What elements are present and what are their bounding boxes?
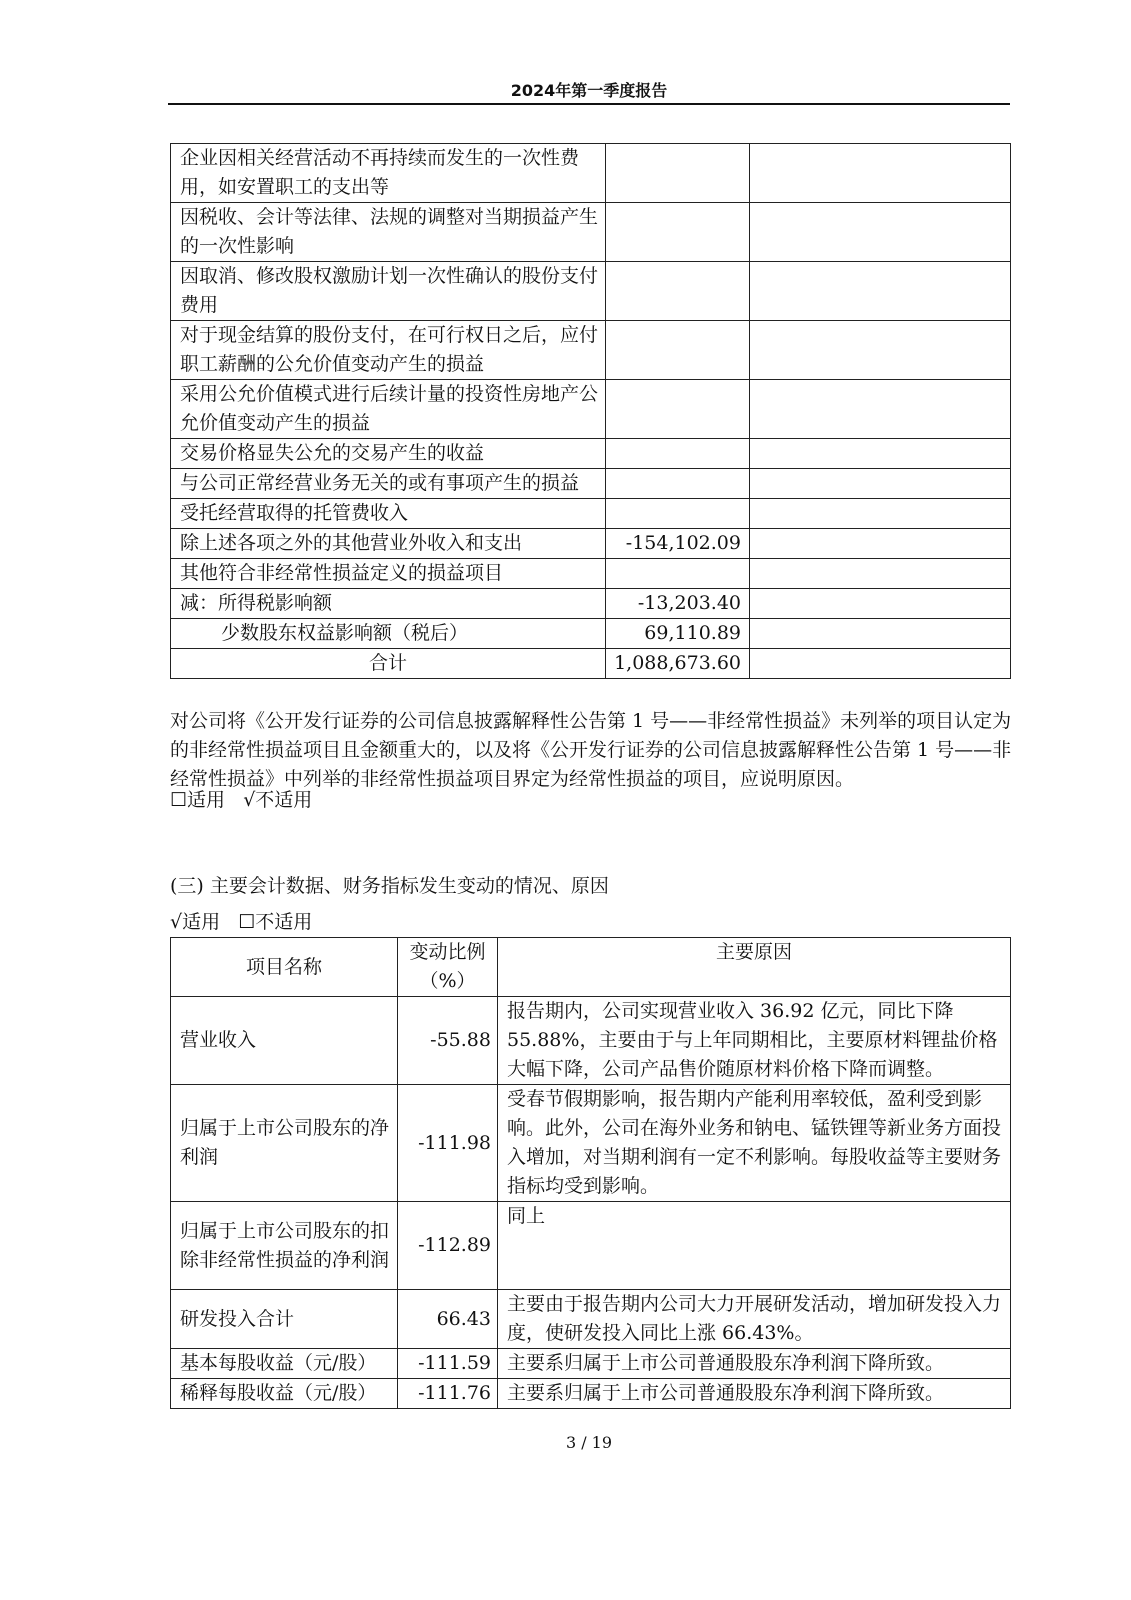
item-cell: 少数股东权益影响额（税后）	[171, 619, 606, 649]
nonrecurring-gains-table	[170, 143, 1011, 679]
table-row	[171, 203, 1011, 262]
header-divider	[168, 103, 1010, 105]
reason-cell: 受春节假期影响，报告期内产能利用率较低，盈利受到影响。此外，公司在海外业务和钠电、锰铁锂等新业务方面投入增加，对当期利润有一定不利影响。每股收益等主要财务指标均受到影响。	[498, 1085, 1011, 1202]
table-row	[171, 499, 1011, 529]
not-applicable-label: 不适用	[255, 911, 313, 933]
amount-cell	[606, 559, 750, 589]
change-cell: -111.98	[398, 1085, 498, 1202]
table-row	[171, 1202, 1011, 1290]
note-cell	[750, 589, 1011, 619]
table-row	[171, 380, 1011, 439]
note-cell	[750, 203, 1011, 262]
table-row	[171, 262, 1011, 321]
item-cell: 归属于上市公司股东的扣除非经常性损益的净利润	[171, 1202, 398, 1290]
note-cell	[750, 619, 1011, 649]
amount-cell: -13,203.40	[606, 589, 750, 619]
item-cell: 基本每股收益（元/股）	[171, 1349, 398, 1379]
change-cell: -111.59	[398, 1349, 498, 1379]
change-cell: -112.89	[398, 1202, 498, 1290]
note-cell	[750, 469, 1011, 499]
note-cell	[750, 144, 1011, 203]
note-cell	[750, 439, 1011, 469]
reason-cell: 主要系归属于上市公司普通股股东净利润下降所致。	[498, 1379, 1011, 1409]
table-row	[171, 1379, 1011, 1409]
item-cell: 与公司正常经营业务无关的或有事项产生的损益	[171, 469, 606, 499]
not-applicable-label: 不适用	[255, 789, 313, 811]
reason-cell: 主要系归属于上市公司普通股股东净利润下降所致。	[498, 1349, 1011, 1379]
reason-cell: 主要由于报告期内公司大力开展研发活动，增加研发投入力度，使研发投入同比上涨 66.43%。	[498, 1290, 1011, 1349]
note-cell	[750, 499, 1011, 529]
table-row	[171, 321, 1011, 380]
amount-cell	[606, 144, 750, 203]
header-row	[171, 938, 1011, 997]
amount-cell	[606, 321, 750, 380]
item-cell: 企业因相关经营活动不再持续而发生的一次性费用，如安置职工的支出等	[171, 144, 606, 203]
page-number: 3 / 19	[565, 1433, 613, 1452]
key-indicator-changes-table	[170, 937, 1011, 1409]
applicable-label: 适用	[182, 911, 221, 933]
table-row	[171, 1085, 1011, 1202]
note-paragraph: 对公司将《公开发行证券的公司信息披露解释性公告第 1 号——非经常性损益》未列举的项目认定为的非经常性损益项目且金额重大的，以及将《公开发行证券的公司信息披露解释性公告第 1 号——非经常性损益》中列举的非经常性损益项目界定为经常性损益的项目，应说明原因。	[170, 710, 1012, 790]
item-cell: 对于现金结算的股份支付，在可行权日之后，应付职工薪酬的公允价值变动产生的损益	[171, 321, 606, 380]
note-cell	[750, 529, 1011, 559]
checkbox-icon: ☐	[238, 911, 256, 933]
checkmark-icon: √	[170, 911, 183, 933]
applicability-options-2	[170, 908, 312, 937]
header-item: 项目名称	[171, 938, 398, 997]
disclosure-note	[170, 707, 1020, 794]
table-row	[171, 997, 1011, 1085]
table-row	[171, 589, 1011, 619]
table-row	[171, 619, 1011, 649]
table-row	[171, 144, 1011, 203]
item-cell: 减：所得税影响额	[171, 589, 606, 619]
amount-cell	[606, 262, 750, 321]
note-cell	[750, 559, 1011, 589]
section-heading: (三) 主要会计数据、财务指标发生变动的情况、原因	[170, 875, 609, 897]
total-row	[171, 649, 1011, 679]
applicable-label: 适用	[187, 789, 226, 811]
amount-cell: 69,110.89	[606, 619, 750, 649]
header-reason: 主要原因	[498, 938, 1011, 997]
item-cell: 受托经营取得的托管费收入	[171, 499, 606, 529]
amount-cell	[606, 499, 750, 529]
total-label: 合计	[171, 649, 606, 679]
header-change	[398, 938, 498, 997]
item-cell: 交易价格显失公允的交易产生的收益	[171, 439, 606, 469]
note-cell	[750, 380, 1011, 439]
item-cell: 因取消、修改股权激励计划一次性确认的股份支付费用	[171, 262, 606, 321]
change-cell: -55.88	[398, 997, 498, 1085]
table-row	[171, 559, 1011, 589]
note-cell	[750, 649, 1011, 679]
checkmark-icon: √	[243, 789, 256, 811]
item-cell: 归属于上市公司股东的净利润	[171, 1085, 398, 1202]
reason-cell: 报告期内，公司实现营业收入 36.92 亿元，同比下降 55.88%，主要由于与上年同期相比，主要原材料锂盐价格大幅下降，公司产品售价随原材料价格下降而调整。	[498, 997, 1011, 1085]
table-row	[171, 1290, 1011, 1349]
note-cell	[750, 321, 1011, 380]
applicability-options-1	[170, 786, 312, 815]
total-amount: 1,088,673.60	[606, 649, 750, 679]
item-cell: 采用公允价值模式进行后续计量的投资性房地产公允价值变动产生的损益	[171, 380, 606, 439]
header-change-line1: 变动比例	[409, 941, 486, 963]
item-cell: 营业收入	[171, 997, 398, 1085]
header-change-line2: （%）	[419, 970, 476, 992]
report-title: 2024年第一季度报告	[510, 81, 668, 100]
item-cell: 除上述各项之外的其他营业外收入和支出	[171, 529, 606, 559]
amount-cell	[606, 469, 750, 499]
reason-cell: 同上	[498, 1202, 1011, 1290]
amount-cell	[606, 439, 750, 469]
item-cell: 研发投入合计	[171, 1290, 398, 1349]
checkbox-icon: ☐	[170, 789, 188, 811]
change-cell: 66.43	[398, 1290, 498, 1349]
table-row	[171, 439, 1011, 469]
amount-cell: -154,102.09	[606, 529, 750, 559]
amount-cell	[606, 203, 750, 262]
table-row	[171, 1349, 1011, 1379]
item-cell: 其他符合非经常性损益定义的损益项目	[171, 559, 606, 589]
item-cell: 因税收、会计等法律、法规的调整对当期损益产生的一次性影响	[171, 203, 606, 262]
change-cell: -111.76	[398, 1379, 498, 1409]
note-cell	[750, 262, 1011, 321]
item-cell: 稀释每股收益（元/股）	[171, 1379, 398, 1409]
table-row	[171, 529, 1011, 559]
amount-cell	[606, 380, 750, 439]
table-row	[171, 469, 1011, 499]
